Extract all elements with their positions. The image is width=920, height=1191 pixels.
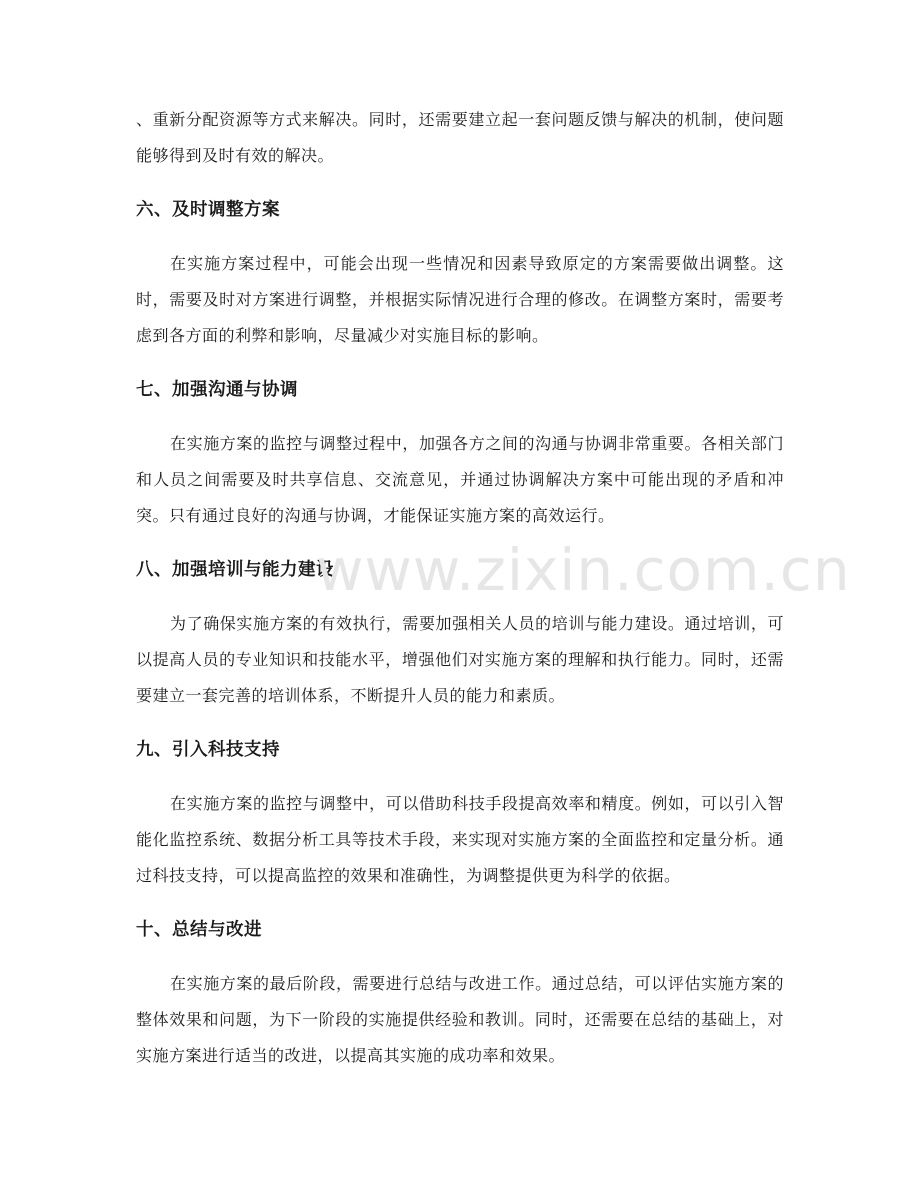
section-heading-10: 十、总结与改进 [136, 920, 262, 940]
section-heading-9: 九、引入科技支持 [136, 740, 280, 760]
document-content [136, 102, 784, 1074]
section-body-6: 在实施方案过程中，可能会出现一些情况和因素导致原定的方案需要做出调整。这时，需要及时对方案进行调整，并根据实际情况进行合理的修改。在调整方案时，需要考虑到各方面的利弊和影响，尽量减少对实施目标的影响。 [136, 254, 784, 345]
section-body-9: 在实施方案的监控与调整中，可以借助科技手段提高效率和精度。例如，可以引入智能化监控系统、数据分析工具等技术手段，来实现对实施方案的全面监控和定量分析。通过科技支持，可以提高监控的效果和准确性，为调整提供更为科学的依据。 [136, 794, 784, 885]
section-heading-8: 八、加强培训与能力建设 [136, 560, 334, 580]
section-heading-7: 七、加强沟通与协调 [136, 380, 298, 400]
section-body-10: 在实施方案的最后阶段，需要进行总结与改进工作。通过总结，可以评估实施方案的整体效果和问题，为下一阶段的实施提供经验和教训。同时，还需要在总结的基础上，对实施方案进行适当的改进，以提高其实施的成功率和效果。 [136, 974, 784, 1065]
section-body-8: 为了确保实施方案的有效执行，需要加强相关人员的培训与能力建设。通过培训，可以提高人员的专业知识和技能水平，增强他们对实施方案的理解和执行能力。同时，还需要建立一套完善的培训体系，不断提升人员的能力和素质。 [136, 614, 784, 705]
intro-paragraph: 、重新分配资源等方式来解决。同时，还需要建立起一套问题反馈与解决的机制，使问题能够得到及时有效的解决。 [136, 110, 784, 165]
section-body-7: 在实施方案的监控与调整过程中，加强各方之间的沟通与协调非常重要。各相关部门和人员之间需要及时共享信息、交流意见，并通过协调解决方案中可能出现的矛盾和冲突。只有通过良好的沟通与协调，才能保证实施方案的高效运行。 [136, 434, 784, 525]
watermark-text: www.zixin.com.cn [316, 536, 851, 604]
section-heading-6: 六、及时调整方案 [136, 200, 280, 220]
